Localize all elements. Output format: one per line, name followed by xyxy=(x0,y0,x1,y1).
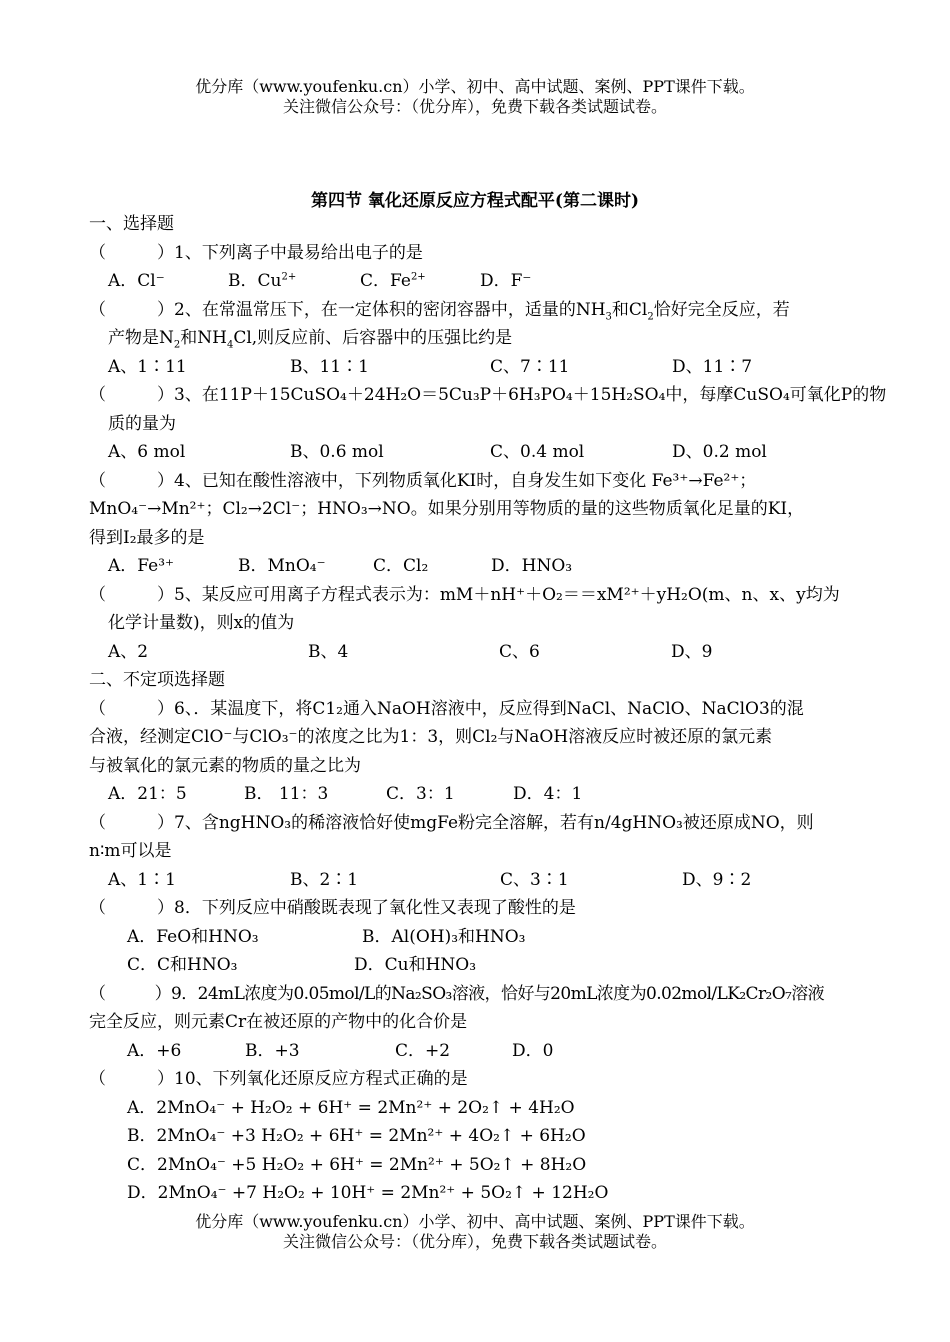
q1-option-b: B．$Cu^{2+}$ xyxy=(228,271,297,291)
q4-stem-line-1: （ ）4、已知在酸性溶液中，下列物质氧化KI时，自身发生如下变化 Fe³⁺→Fe²⁺； xyxy=(89,470,757,491)
q8-option-b: B．Al(OH)₃和HNO₃ xyxy=(362,926,526,947)
q5-option-b: B、4 xyxy=(308,641,349,662)
page-header xyxy=(0,77,950,117)
q4-option-c: C．Cl₂ xyxy=(373,556,429,576)
q3-stem-line-1: （ ）3、在11P＋15CuSO₄＋24H₂O＝5Cu₃P＋6H₃PO₄＋15H₂SO₄中，每摩CuSO₄可氧化P的物 xyxy=(89,385,887,405)
q2-stem-line-2: 产物是$N_2$和$NH_4Cl$,则反应前、后容器中的压强比约是 xyxy=(108,328,513,351)
q9-option-d: D．0 xyxy=(512,1040,554,1061)
q8-stem: （ ）8．下列反应中硝酸既表现了氧化性又表现了酸性的是 xyxy=(89,898,576,918)
q1-stem: （ ）1、下列离子中最易给出电子的是 xyxy=(89,242,423,263)
q5-options xyxy=(89,638,864,667)
page-footer xyxy=(0,1212,950,1252)
q10-option-a: A．2MnO₄⁻ + H₂O₂ + 6H⁺ = 2Mn²⁺ + 2O₂↑ + 4H₂O xyxy=(127,1097,575,1118)
q8-options-row-2 xyxy=(89,951,864,980)
q7-option-c: C、3∶1 xyxy=(500,869,569,890)
q7-stem-line-1: （ ）7、含ngHNO₃的稀溶液恰好使mgFe粉完全溶解，若有n/4gHNO₃被还原成NO，则 xyxy=(89,812,814,833)
q4-option-b: B．MnO₄⁻ xyxy=(238,556,326,576)
q3-options xyxy=(89,438,864,467)
q3-option-c: C、0.4 mol xyxy=(490,442,585,462)
q4-stem-line-2: MnO₄⁻→Mn²⁺；Cl₂→2Cl⁻；HNO₃→NO。如果分别用等物质的量的这些物质氧化足量的KI， xyxy=(89,499,805,519)
q7-option-a: A、1∶1 xyxy=(108,869,176,890)
q6-option-d: D．4：1 xyxy=(513,784,583,804)
q5-stem-line-1: （ ）5、某反应可用离子方程式表示为：mM＋nH⁺＋O₂＝＝xM²⁺＋yH₂O(m、n、x、y均为 xyxy=(89,584,840,605)
q5-option-c: C、6 xyxy=(499,641,540,662)
q10-stem: （ ）10、下列氧化还原反应方程式正确的是 xyxy=(89,1069,468,1089)
q9-option-c: C．+2 xyxy=(395,1040,451,1061)
q9-options xyxy=(89,1037,864,1066)
q10-option-c: C．2MnO₄⁻ +5 H₂O₂ + 6H⁺ = 2Mn²⁺ + 5O₂↑ + 8H₂O xyxy=(127,1154,587,1175)
q3-option-a: A、6 mol xyxy=(108,442,186,462)
q2-stem-line-1: （ ）2、在常温常压下，在一定体积的密闭容器中，适量的$NH_3$和$Cl_2$恰好完全反应，若 xyxy=(89,299,790,322)
q8-option-d: D．Cu和HNO₃ xyxy=(354,955,477,975)
q5-option-d: D、9 xyxy=(671,641,713,662)
q8-option-a: A．FeO和HNO₃ xyxy=(127,926,259,947)
q2-option-b: B、11∶1 xyxy=(290,356,369,377)
document-title: 第四节 氧化还原反应方程式配平(第二课时) xyxy=(310,191,639,211)
question-list xyxy=(89,210,887,1208)
section-heading-1: 一、选择题 xyxy=(89,214,174,234)
q1-option-c: C．$Fe^{2+}$ xyxy=(360,271,426,291)
q2-option-d: D、11∶7 xyxy=(672,356,753,377)
q4-option-a: A．Fe³⁺ xyxy=(108,556,174,576)
q4-option-d: D．HNO₃ xyxy=(491,556,573,576)
q7-option-b: B、2∶1 xyxy=(290,869,359,890)
q5-stem-line-2: 化学计量数)，则x的值为 xyxy=(108,613,295,633)
section-heading-2: 二、不定项选择题 xyxy=(89,670,225,690)
q4-stem-line-3: 得到I₂最多的是 xyxy=(89,527,205,548)
q5-option-a: A、2 xyxy=(108,641,149,662)
q2-options xyxy=(89,353,864,382)
q9-stem-line-1: （ ）9．24mL浓度为0.05mol/L的Na₂SO₃溶液，恰好与20mL浓度为0.02mol/LK₂Cr₂O₇溶液 xyxy=(89,983,825,1004)
q8-option-c: C．C和HNO₃ xyxy=(127,955,238,975)
q1-option-d: D．F⁻ xyxy=(480,271,532,291)
q3-option-b: B、0.6 mol xyxy=(290,442,384,462)
q4-options xyxy=(89,552,864,581)
footer-line-1: 优分库（www.youfenku.cn）小学、初中、高中试题、案例、PPT课件下载。 xyxy=(195,1212,755,1231)
q6-option-a: A．21：5 xyxy=(108,784,187,804)
q1-options xyxy=(89,267,864,296)
q3-stem-line-2: 质的量为 xyxy=(108,413,176,434)
q10-option-b: B．2MnO₄⁻ +3 H₂O₂ + 6H⁺ = 2Mn²⁺ + 4O₂↑ + 6H₂O xyxy=(127,1126,586,1146)
q8-options-row-1 xyxy=(89,923,864,952)
q3-option-d: D、0.2 mol xyxy=(672,442,767,462)
q2-option-a: A、1∶11 xyxy=(108,356,187,377)
q6-stem-line-1: （ ）6、．某温度下，将C1₂通入NaOH溶液中，反应得到NaCl、NaClO、NaClO3的混 xyxy=(89,698,804,719)
q6-stem-line-3: 与被氧化的氯元素的物质的量之比为 xyxy=(89,755,361,776)
q6-stem-line-2: 合液，经测定ClO⁻与ClO₃⁻的浓度之比为1：3，则Cl₂与NaOH溶液反应时被还原的氯元素 xyxy=(89,727,773,747)
q10-option-d: D．2MnO₄⁻ +7 H₂O₂ + 10H⁺ = 2Mn²⁺ + 5O₂↑ + 12H₂O xyxy=(127,1183,609,1203)
footer-line-2: 关注微信公众号：（优分库），免费下载各类试题试卷。 xyxy=(282,1232,667,1251)
q7-stem-line-2: n∶m可以是 xyxy=(89,841,172,861)
q7-options xyxy=(89,866,864,895)
q9-option-a: A．+6 xyxy=(127,1040,182,1061)
q7-option-d: D、9∶2 xyxy=(682,869,752,890)
q6-option-c: C．3：1 xyxy=(386,784,455,804)
q6-options xyxy=(89,780,864,809)
header-line-2: 关注微信公众号：（优分库），免费下载各类试题试卷。 xyxy=(282,97,667,116)
q1-option-a: A．Cl⁻ xyxy=(108,271,165,291)
q2-option-c: C、7∶11 xyxy=(490,356,570,377)
header-line-1: 优分库（www.youfenku.cn）小学、初中、高中试题、案例、PPT课件下载。 xyxy=(195,77,755,96)
q9-option-b: B．+3 xyxy=(245,1040,300,1061)
q9-stem-line-2: 完全反应，则元素Cr在被还原的产物中的化合价是 xyxy=(89,1012,468,1032)
q6-option-b: B． 11：3 xyxy=(244,784,329,804)
